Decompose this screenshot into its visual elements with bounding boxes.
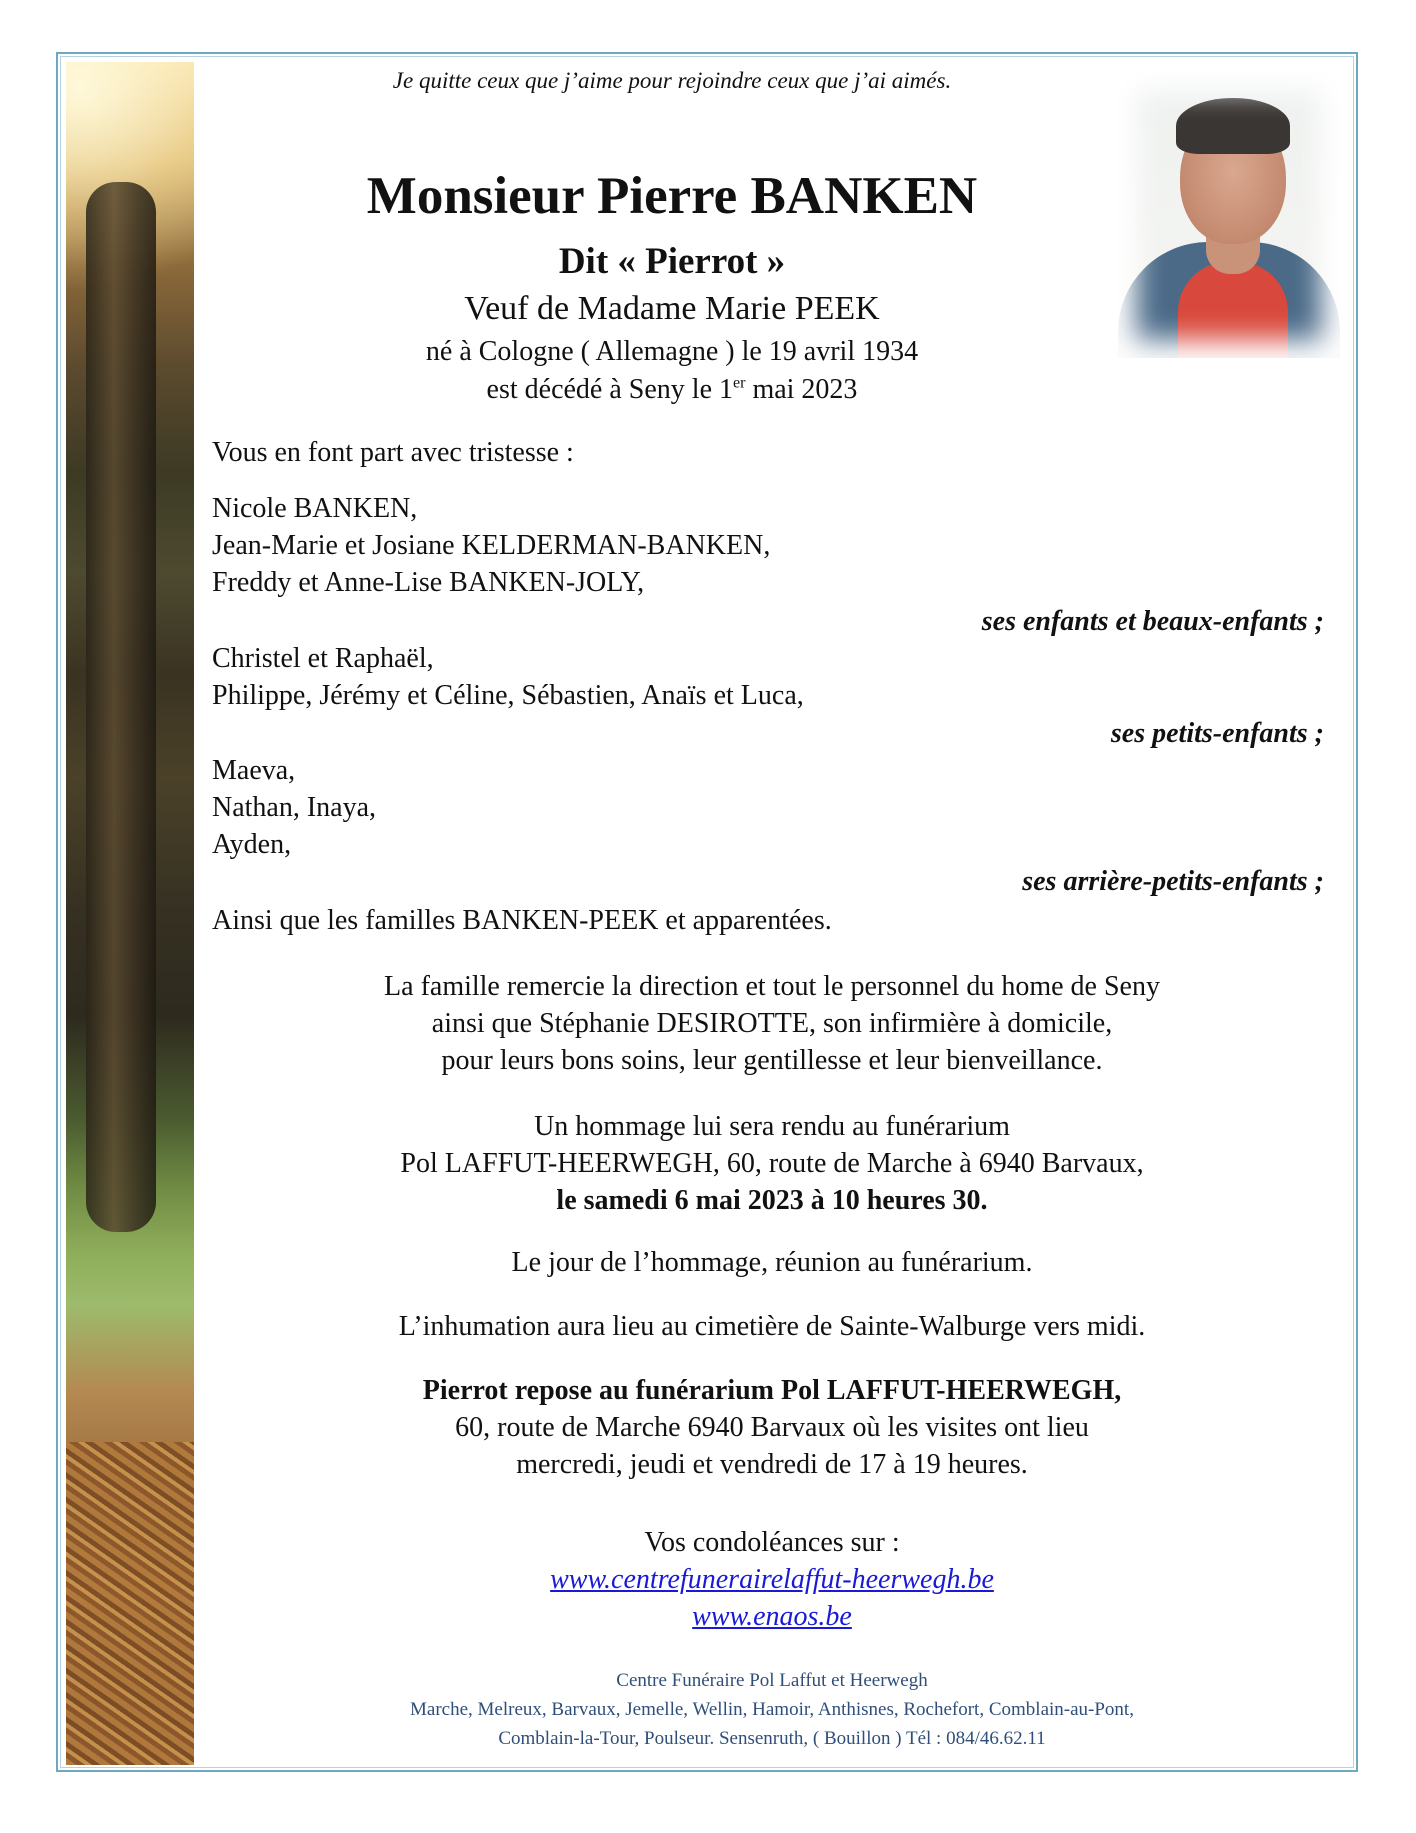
rest-line: mercredi, jeudi et vendredi de 17 à 19 heures. xyxy=(516,1449,1028,1480)
families-line: Ainsi que les familles BANKEN-PEEK et apparentées. xyxy=(212,905,832,936)
tribute-date: le samedi 6 mai 2023 à 10 heures 30. xyxy=(556,1185,988,1216)
children-list xyxy=(212,490,1322,601)
autumn-tree-photo xyxy=(66,62,194,1765)
nickname: Dit « Pierrot » xyxy=(558,241,786,282)
list-item: Christel et Raphaël, xyxy=(212,643,434,674)
list-item: Freddy et Anne-Lise BANKEN-JOLY, xyxy=(212,567,645,598)
tree-trunk xyxy=(86,182,156,1232)
great-grandchildren-role: ses arrière-petits-enfants ; xyxy=(1022,866,1324,897)
death-line xyxy=(212,374,1132,406)
tribute-line: Pol LAFFUT-HEERWEGH, 60, route de Marche à 6940 Barvaux, xyxy=(400,1148,1144,1179)
list-item: Nicole BANKEN, xyxy=(212,493,418,524)
deceased-name: Monsieur Pierre BANKEN xyxy=(366,167,978,225)
thanks-paragraph xyxy=(212,968,1332,1079)
great-grandchildren-list xyxy=(212,752,1322,863)
thanks-line: La famille remercie la direction et tout le personnel du home de Seny xyxy=(384,971,1160,1002)
death-prefix: est décédé à Seny le 1 xyxy=(486,374,733,405)
widow-line: Veuf de Madame Marie PEEK xyxy=(464,290,880,327)
footer-line: Comblain-la-Tour, Poulseur. Sensenruth, ( Bouillon ) Tél : 084/46.62.11 xyxy=(498,1728,1046,1749)
grandchildren-list xyxy=(212,640,1322,714)
children-role: ses enfants et beaux-enfants ; xyxy=(981,606,1324,637)
meeting-line: Le jour de l’hommage, réunion au funérarium. xyxy=(511,1247,1033,1278)
motto: Je quitte ceux que j’aime pour rejoindre ceux que j’ai aimés. xyxy=(392,68,952,93)
death-sup: er xyxy=(733,374,746,392)
tribute-line: Un hommage lui sera rendu au funérarium xyxy=(534,1111,1010,1142)
fallen-leaves xyxy=(66,1442,194,1765)
rest-paragraph xyxy=(212,1372,1332,1483)
funeral-home-link[interactable]: www.centrefunerairelaffut-heerwegh.be xyxy=(550,1564,994,1595)
footer xyxy=(212,1666,1332,1753)
rest-line: 60, route de Marche 6940 Barvaux où les visites ont lieu xyxy=(455,1412,1089,1443)
portrait-photo xyxy=(1118,72,1340,358)
footer-line: Centre Funéraire Pol Laffut et Heerwegh xyxy=(616,1670,928,1691)
burial-line: L’inhumation aura lieu au cimetière de Sainte-Walburge vers midi. xyxy=(398,1311,1146,1342)
list-item: Ayden, xyxy=(212,829,292,860)
footer-line: Marche, Melreux, Barvaux, Jemelle, Wellin, Hamoir, Anthisnes, Rochefort, Comblain-au-Pont, xyxy=(410,1699,1134,1720)
condolences-block xyxy=(212,1524,1332,1635)
rest-line-bold: Pierrot repose au funérarium Pol LAFFUT-HEERWEGH, xyxy=(422,1375,1122,1406)
birth-line: né à Cologne ( Allemagne ) le 19 avril 1934 xyxy=(425,336,919,367)
enaos-link[interactable]: www.enaos.be xyxy=(692,1601,852,1632)
tribute-paragraph xyxy=(212,1108,1332,1219)
list-item: Maeva, xyxy=(212,755,296,786)
condolences-label: Vos condoléances sur : xyxy=(644,1527,900,1558)
list-item: Philippe, Jérémy et Céline, Sébastien, Anaïs et Luca, xyxy=(212,680,804,711)
intro: Vous en font part avec tristesse : xyxy=(212,437,574,468)
grandchildren-role: ses petits-enfants ; xyxy=(1110,718,1324,749)
death-suffix: mai 2023 xyxy=(745,374,858,405)
thanks-line: pour leurs bons soins, leur gentillesse et leur bienveillance. xyxy=(441,1045,1103,1076)
list-item: Jean-Marie et Josiane KELDERMAN-BANKEN, xyxy=(212,530,771,561)
thanks-line: ainsi que Stéphanie DESIROTTE, son infirmière à domicile, xyxy=(431,1008,1113,1039)
list-item: Nathan, Inaya, xyxy=(212,792,377,823)
